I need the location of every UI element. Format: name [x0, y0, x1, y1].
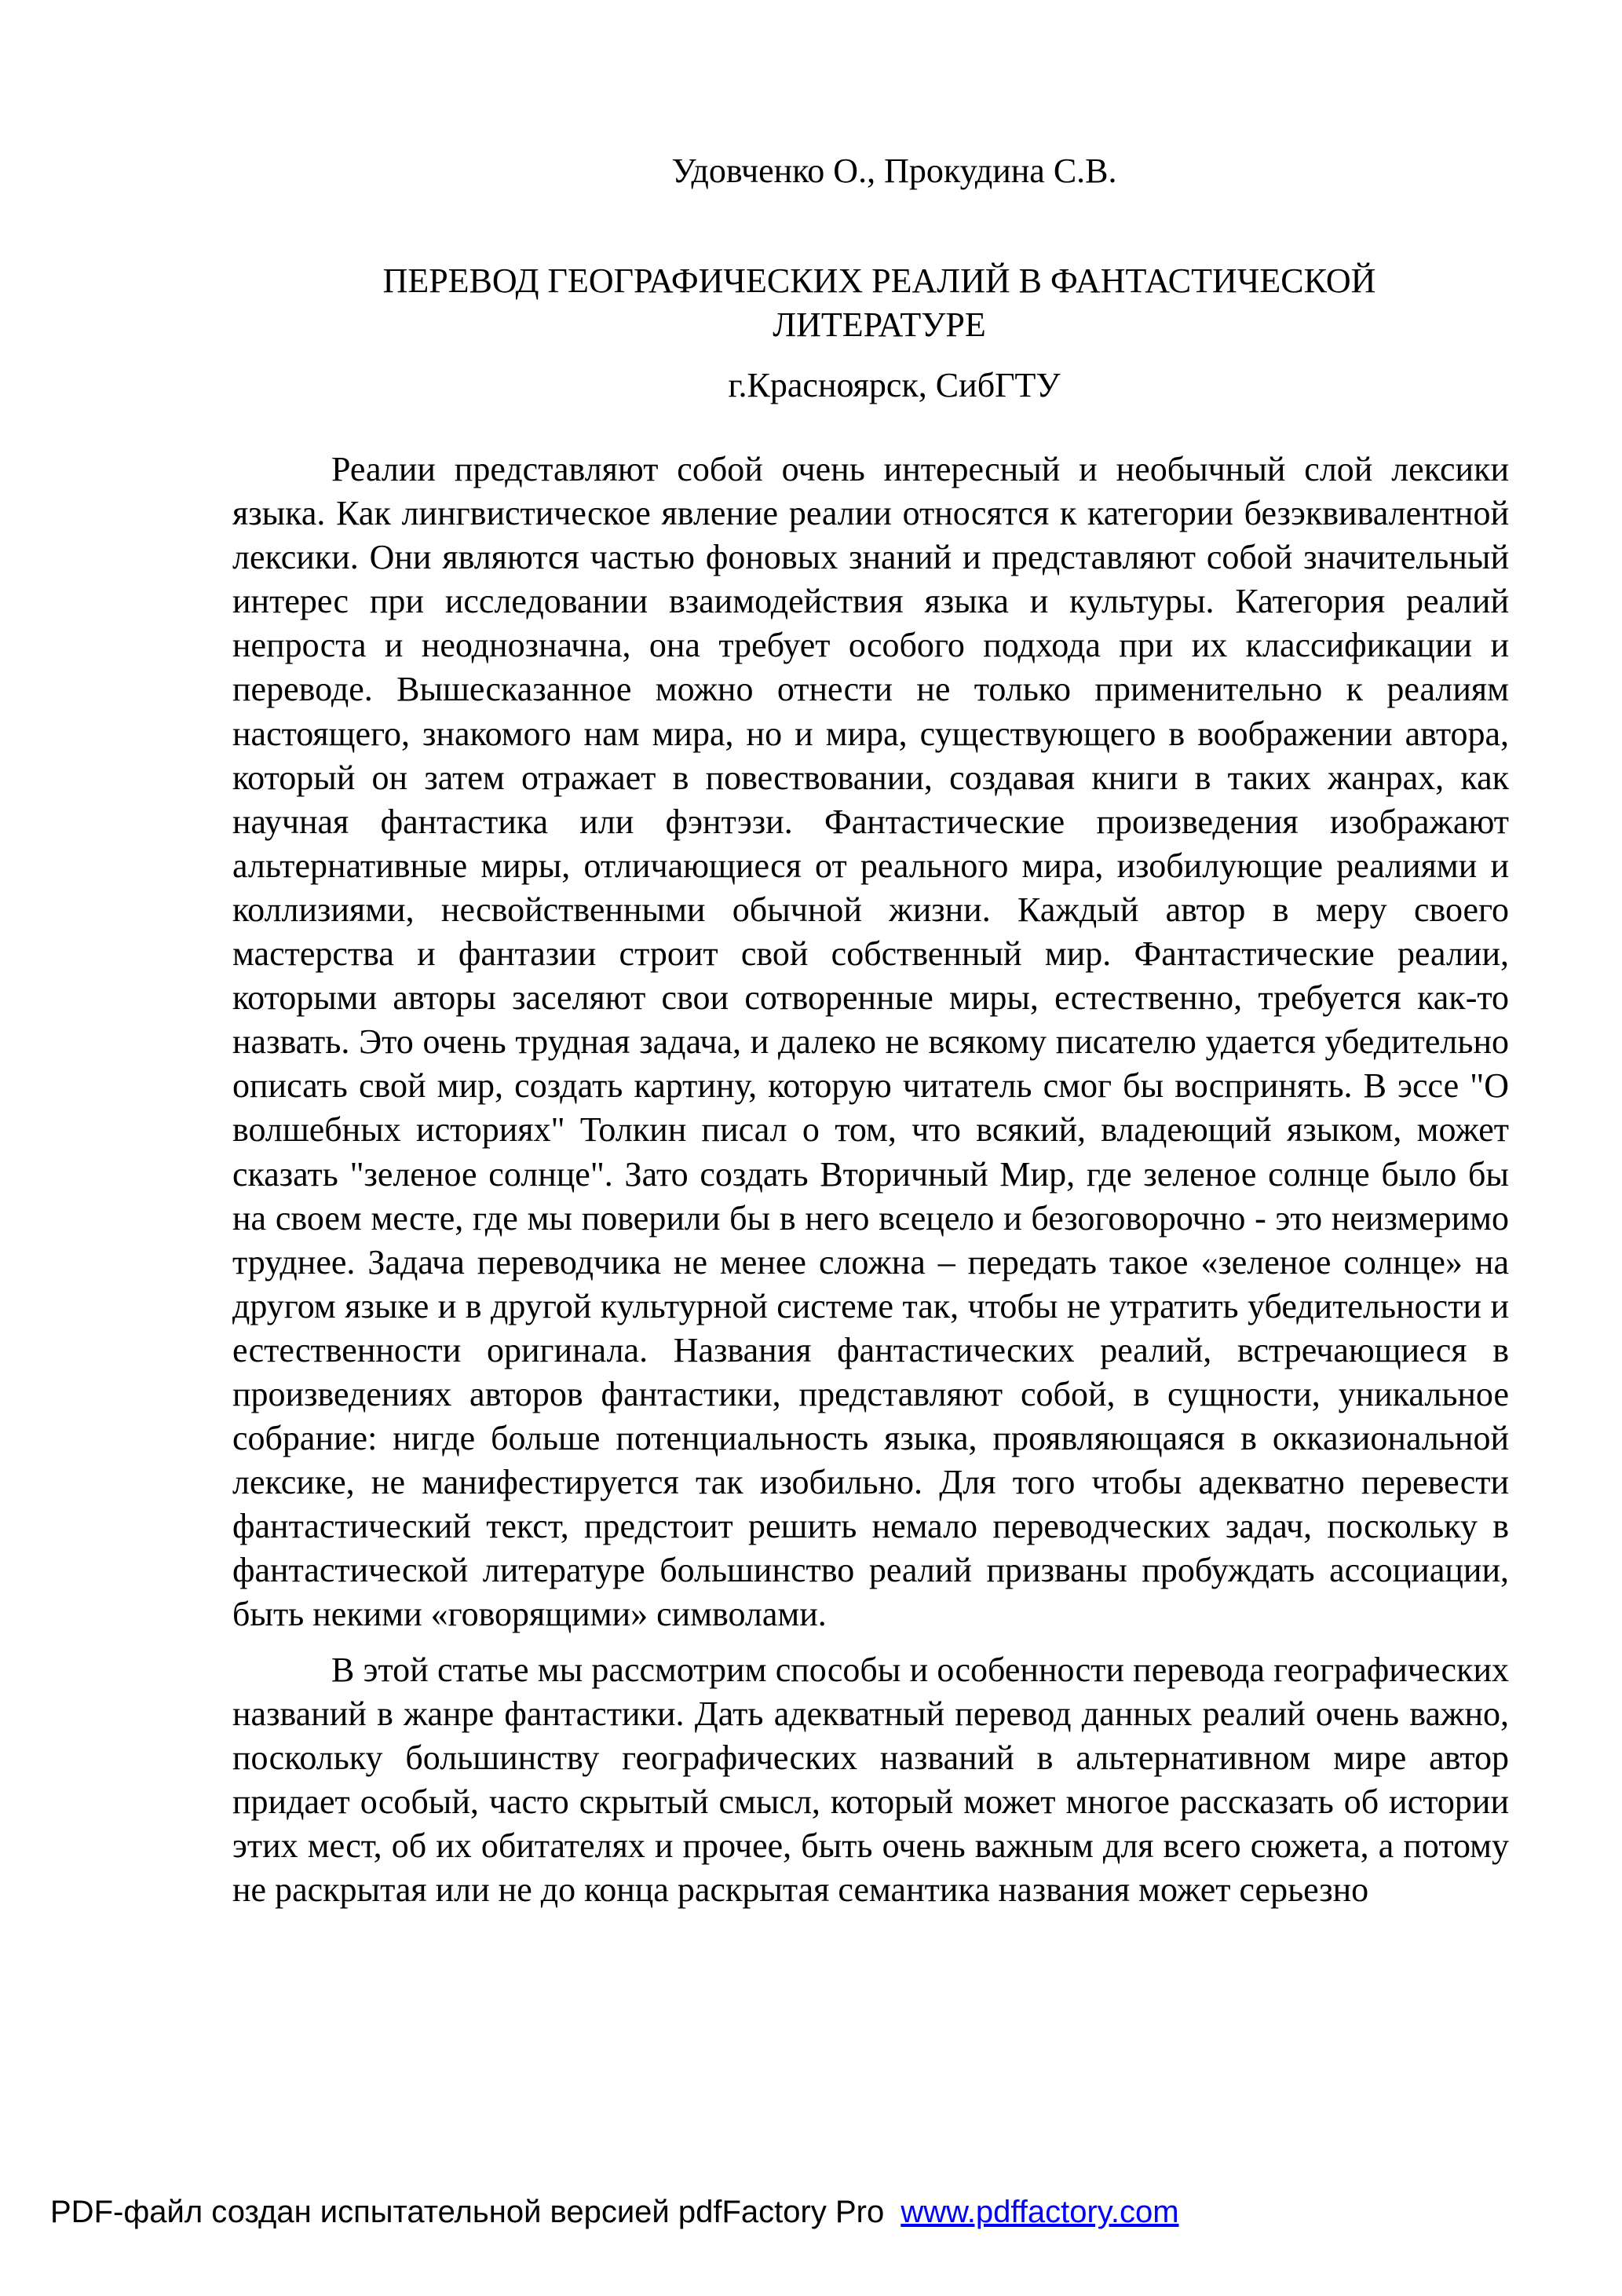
pdffactory-link[interactable]: www.pdffactory.com — [901, 2195, 1179, 2229]
footer-text: PDF-файл создан испытательной версией pdfFactory Pro — [50, 2195, 885, 2229]
affiliation: г.Красноярск, СибГТУ — [728, 366, 1061, 404]
authors: Удовченко О., Прокудина С.В. — [671, 152, 1117, 190]
paragraph: В этой статье мы рассмотрим способы и особенности перевода географических названий в жанре фантастики. Дать адекватный перевод данных реалий очень важно, поскольку большинству географических названий в альтернативном мире автор придает особый, часто скрытый смысл, который может многое рассказать об истории этих мест, об их обитателях и прочее, быть очень важным для всего сюжета, а потому не раскрытая или не до конца раскрытая семантика названия может серьезно — [232, 1650, 1509, 1909]
paragraph: Реалии представляют собой очень интересный и необычный слой лексики языка. Как лингвистическое явление реалии относятся к категории безэквивалентной лексики. Они являются частью фоновых знаний и представляют собой значительный интерес при исследовании взаимодействия языка и культуры. Категория реалий непроста и неоднозначна, она требует особого подхода при их классификации и переводе. Вышесказанное можно отнести не только применительно к реалиям настоящего, знакомого нам мира, но и мира, существующего в воображении автора, который он затем отражает в повествовании, создавая книги в таких жанрах, как научная фантастика или фэнтэзи. Фантастические произведения изображают альтернативные миры, отличающиеся от реального мира, изобилующие реалиями и коллизиями, несвойственными обычной жизни. Каждый автор в меру своего мастерства и фантазии строит свой собственный мир. Фантастические реалии, которыми авторы заселяют свои сотворенные миры, естественно, требуется как-то назвать. Это очень трудная задача, и далеко не всякому писателю удается убедительно описать свой мир, создать картину, которую читатель смог бы воспринять. В эссе "О волшебных историях" Толкин писал о том, что всякий, владеющий языком, может сказать "зеленое солнце". Зато создать Вторичный Мир, где зеленое солнце было бы на своем месте, где мы поверили бы в него всецело и безоговорочно - это неизмеримо труднее. Задача переводчика не менее сложна – передать такое «зеленое солнце» на другом языке и в другой культурной системе так, чтобы не утратить убедительности и естественности оригинала. Названия фантастических реалий, встречающиеся в произведениях авторов фантастики, представляют собой, в сущности, уникальное собрание: нигде больше потенциальность языка, проявляющаяся в окказиональной лексике, не манифестируется так изобильно. Для того чтобы адекватно перевести фантастический текст, предстоит решить немало переводческих задач, поскольку в фантастической литературе большинство реалий призваны пробуждать ассоциации, быть некими «говорящими» символами. — [232, 450, 1509, 1634]
article-body — [232, 448, 1509, 1923]
pdf-footer — [50, 2193, 1179, 2231]
article-title: ПЕРЕВОД ГЕОГРАФИЧЕСКИХ РЕАЛИЙ В ФАНТАСТИЧЕСКОЙ ЛИТЕРАТУРЕ — [382, 261, 1376, 344]
